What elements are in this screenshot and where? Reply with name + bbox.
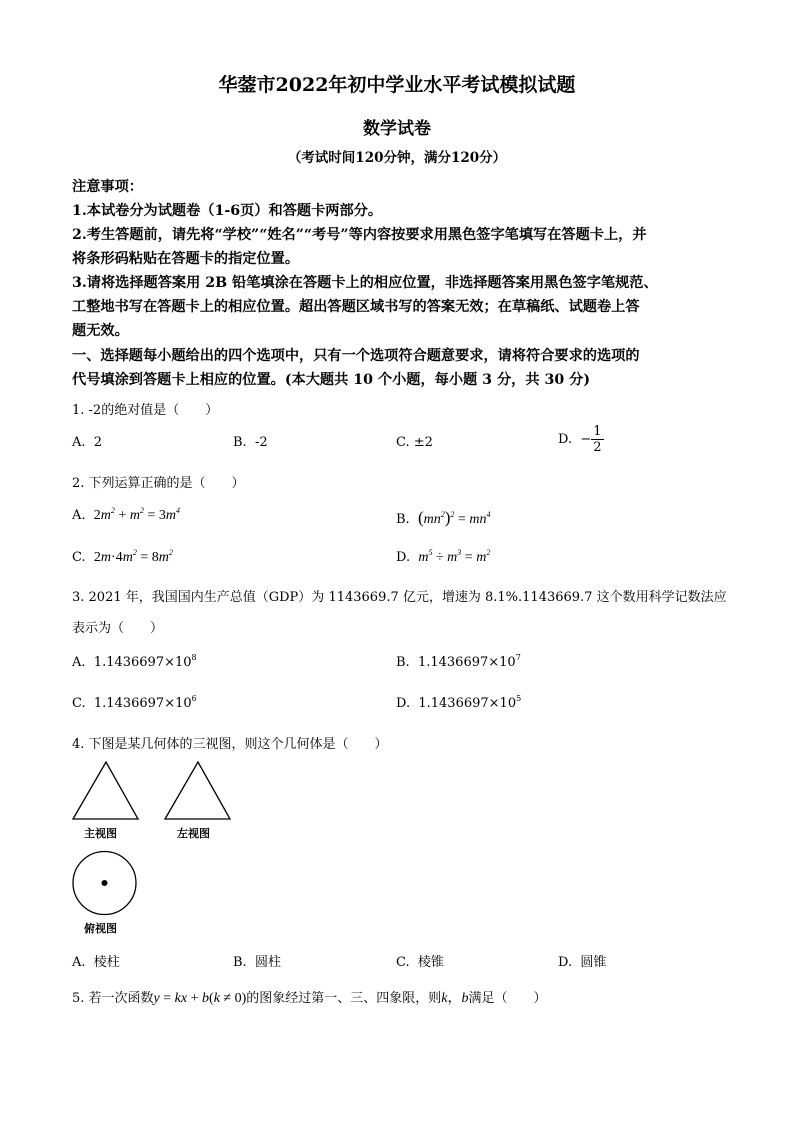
left-view-label: 左视图	[177, 827, 210, 840]
q1-option-d-fraction	[591, 424, 603, 455]
q1-option-c-label: C.	[396, 435, 410, 450]
q1-option-a-label: A.	[72, 435, 86, 450]
q2-option-c	[72, 550, 173, 566]
q4-stem: 4. 下图是某几何体的三视图，则这个几何体是（ ）	[72, 737, 388, 752]
q1-option-b-label: B.	[233, 435, 247, 450]
exam-subtitle: 数学试卷	[363, 119, 431, 139]
q1-option-d-sign: −	[580, 432, 592, 447]
q2-option-b-label: B.	[396, 512, 410, 527]
note-2-line-1: 2.考生答题前，请先将“学校”“姓名”“考号”等内容按要求用黑色签字笔填写在答题卡上，并	[72, 227, 647, 243]
top-view-center-dot	[102, 880, 108, 886]
q3-option-d-label: D.	[396, 696, 411, 711]
q2-option-d	[396, 550, 490, 566]
q3-option-a-exponent: 8	[191, 653, 197, 662]
q3-option-d	[396, 696, 521, 711]
q5-vars: k，b	[441, 991, 469, 1006]
front-view-label: 主视图	[84, 827, 117, 840]
q5-stem	[72, 987, 547, 1007]
q3-option-b-mantissa: 1.1436697×10	[417, 655, 516, 670]
q4-option-d-label: D.	[558, 955, 573, 970]
fraction-numerator: 1	[593, 424, 602, 439]
q4-option-d	[558, 951, 606, 970]
q1-option-d-label: D.	[558, 432, 573, 447]
note-3-line-3: 题无效。	[72, 323, 129, 339]
q1-option-b-text: -2	[254, 435, 268, 450]
q5-stem-prefix: 5. 若一次函数	[72, 991, 154, 1006]
q2-option-d-label: D.	[396, 550, 411, 565]
q1-stem: 1. -2的绝对值是（ ）	[72, 403, 219, 418]
q3-option-a	[72, 655, 197, 670]
q3-stem-line-2: 表示为（ ）	[72, 621, 164, 636]
q5-function-formula: y = kx + b(k ≠ 0)	[153, 991, 247, 1006]
notes-heading: 注意事项：	[72, 179, 143, 195]
section-1-intro-line-1: 一、选择题每小题给出的四个选项中，只有一个选项符合题意要求，请将符合要求的选项的	[72, 348, 640, 364]
q4-option-d-text: 圆锥	[580, 955, 607, 970]
q4-option-a	[72, 951, 120, 970]
q3-option-c-exponent: 6	[191, 694, 197, 703]
q4-option-c	[396, 951, 444, 970]
note-3-line-2: 工整地书写在答题卡上的相应位置。超出答题区域书写的答案无效；在草稿纸、试题卷上答	[72, 299, 640, 315]
q4-option-a-text: 棱柱	[93, 955, 120, 970]
q1-option-b	[233, 435, 268, 450]
q1-option-d	[558, 424, 604, 455]
q3-option-b-label: B.	[396, 655, 410, 670]
exam-info: （考试时间120分钟，满分120分）	[287, 150, 507, 166]
q2-option-c-formula: $2m\cdot 4m^2 = 8m^2$	[93, 548, 173, 565]
q3-option-d-mantissa: 1.1436697×10	[418, 696, 517, 711]
section-1-intro-line-2: 代号填涂到答题卡上相应的位置。(本大题共 10 个小题，每小题 3 分，共 30 分)	[72, 372, 591, 388]
q3-option-b	[396, 655, 521, 670]
q3-option-c-label: C.	[72, 696, 86, 711]
left-view-triangle	[164, 761, 232, 823]
top-view-circle	[72, 851, 138, 917]
q2-option-c-label: C.	[72, 550, 86, 565]
top-view-label: 俯视图	[84, 922, 117, 935]
q2-option-a	[72, 508, 180, 524]
q3-stem-line-1: 3. 2021 年，我国国内生产总值（GDP）为 1143669.7 亿元，增速为 8.1%.1143669.7 这个数用科学记数法应	[72, 590, 727, 605]
q2-option-a-label: A.	[72, 508, 86, 523]
note-1: 1.本试卷分为试题卷（1-6页）和答题卡两部分。	[72, 203, 383, 219]
q2-option-d-formula: $m^5 \div m^3 = m^2$	[418, 548, 491, 565]
q3-option-c	[72, 696, 197, 711]
q3-option-a-label: A.	[72, 655, 86, 670]
front-view-triangle	[72, 761, 140, 823]
q2-option-b-formula: $(mn^2)^2 = mn^4$	[417, 508, 491, 527]
q2-option-a-formula: $2m^2 + m^2 = 3m^4$	[93, 506, 180, 523]
q2-stem: 2. 下列运算正确的是（ ）	[72, 476, 245, 491]
q3-option-d-exponent: 5	[516, 694, 522, 703]
q2-option-b	[396, 508, 490, 528]
q5-stem-middle: 的图象经过第一、三、四象限，则	[246, 991, 442, 1006]
q1-option-a	[72, 435, 102, 450]
q1-option-c-text: ±2	[413, 435, 433, 450]
q4-option-c-label: C.	[396, 955, 410, 970]
q3-option-c-mantissa: 1.1436697×10	[93, 696, 192, 711]
q4-option-b	[233, 951, 281, 970]
fraction-denominator: 2	[593, 440, 602, 455]
q3-option-a-mantissa: 1.1436697×10	[93, 655, 192, 670]
note-3-line-1: 3.请将选择题答案用 2B 铅笔填涂在答题卡上的相应位置，非选择题答案用黑色签字笔规范、	[72, 275, 658, 291]
q4-option-c-text: 棱锥	[417, 955, 444, 970]
q4-option-b-label: B.	[233, 955, 247, 970]
exam-title: 华蓥市2022年初中学业水平考试模拟试题	[218, 74, 576, 96]
q5-stem-suffix: 满足（ ）	[468, 991, 547, 1006]
front-view-triangle-shape	[73, 762, 138, 819]
q1-option-a-text: 2	[93, 435, 103, 450]
q4-option-a-label: A.	[72, 955, 86, 970]
q3-option-b-exponent: 7	[515, 653, 521, 662]
q1-option-c	[396, 435, 433, 450]
left-view-triangle-shape	[165, 762, 230, 819]
note-2-line-2: 将条形码粘贴在答题卡的指定位置。	[72, 251, 300, 267]
q4-option-b-text: 圆柱	[254, 955, 281, 970]
